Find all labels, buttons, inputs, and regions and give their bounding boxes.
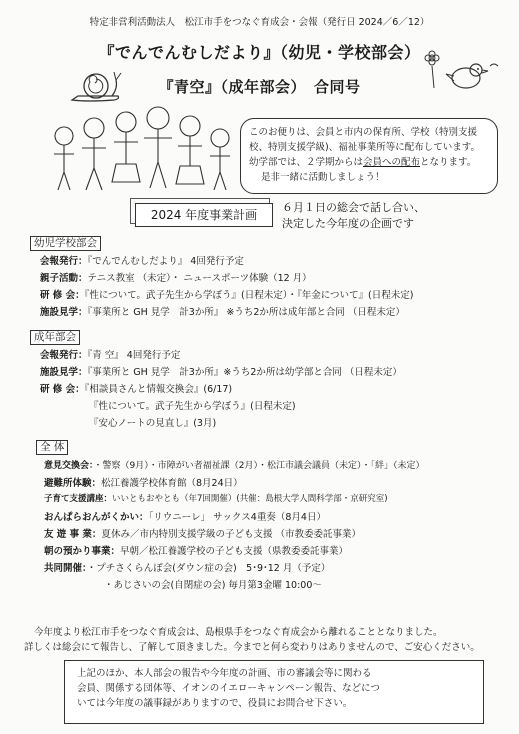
- notice-line: 是非一緒に活動しましょう！: [261, 172, 385, 183]
- notice-line: 幼学部では、２学期からは会員への配布となります。: [249, 157, 477, 168]
- distribution-notice: [240, 118, 498, 194]
- publisher-header: 特定非営利活動法人 松江市手をつなぐ育成会・会報（発行日 2024／6／12）: [89, 17, 430, 28]
- newsletter-subtitle: 『青空』（成年部会） 合同号: [158, 78, 361, 96]
- list-item: 施設見学：『事業所と GH 見学 計3か所』※うち2か所は幼学部と合同 （日程未定）: [40, 367, 402, 378]
- children-illustration: [40, 100, 240, 198]
- list-item: 研 修 会：『相談員さんと情報交換会』(6/17): [40, 384, 233, 395]
- plan-title-box: 2024 年度事業計画: [135, 203, 273, 227]
- list-item: 意見交換会：・警察（9月）・市障がい者福祉課（2月）・松江市議会議員（未定）・「絆」（未定）: [44, 461, 425, 471]
- youji-section-heading: 幼児学校部会: [30, 236, 101, 251]
- notice-line: このお便りは、会員と市内の保育所、学校（特別支援: [249, 127, 478, 138]
- list-item: 朝の預かり事業：早朝／松江養護学校の子ども支援（県教委委託事業）: [44, 546, 349, 557]
- list-item: 共同開催：・プチさくらんぼ会(ダウン症の会) 5･9･12 月（予定）: [44, 563, 331, 574]
- closing-notice: 今年度より松江市手をつなぐ育成会は、島根県手をつなぐ育成会から離れることとなりました。 詳しくは総会にて報告し、了解して頂きました。今までと何ら変わりはありませんので、ご安心ください。: [24, 627, 480, 653]
- zentai-section-heading: 全 体: [36, 440, 68, 455]
- list-item: 子育て支援講座：いいともおやとも（年7回開催）(共催：島根大学人間科学部・京研究室): [44, 494, 388, 504]
- newsletter-title: 『でんでんむしだより』（幼児・学校部会）: [98, 43, 421, 62]
- list-item: 避難所体験：松江養護学校体育館（8月24日）: [44, 478, 243, 489]
- plan-intro: ６月１日の総会で話し合い、 決定した今年度の企画です: [282, 201, 425, 230]
- list-item: 施設見学：『事業所と GH 見学 計3か所』 ※うち2か所は成年部と合同 （日程未定）: [40, 307, 405, 318]
- list-item: 会報発行：『でんでんむしだより』 4回発行予定: [40, 256, 244, 267]
- list-item: 会報発行：『青 空』 4回発行予定: [40, 350, 181, 361]
- seinen-section-heading: 成年部会: [30, 330, 80, 345]
- bird-illustration: [420, 48, 500, 96]
- list-item: 友 遊 事 業：夏休み／市内特別支援学級の子ども支援 （市教委委託事業）: [44, 529, 361, 540]
- list-item: ・あじさいの会(自閉症の会) 毎月第3金曜 10:00～: [104, 580, 322, 591]
- summary-box: 上記のほか、本人部会の報告や今年度の計画、市の審議会等に関わる 会員、関係する団体等、イオンのイエローキャンペーン報告、などにつ いては今年度の議事録がありますので、役員にお問合せ下さい。: [64, 660, 484, 724]
- list-item: 親子活動：テニス教室 （未定）・ ニュースポーツ体験（12 月）: [40, 273, 312, 284]
- list-item: おんぱらおんがくかい：「リウニーレ」 サックス4重奏（8月4日）: [44, 512, 326, 523]
- list-item: 研 修 会：『性について。武子先生から学ぼう』(日程未定）・『年金について』(日程未定): [40, 290, 414, 301]
- list-item: 『性について。武子先生から学ぼう』(日程未定): [89, 401, 296, 412]
- list-item: 『安心ノートの見直し』(3月): [89, 418, 217, 429]
- notice-line: 校、特別支援学級)、福祉事業所等に配布しています。: [249, 142, 480, 153]
